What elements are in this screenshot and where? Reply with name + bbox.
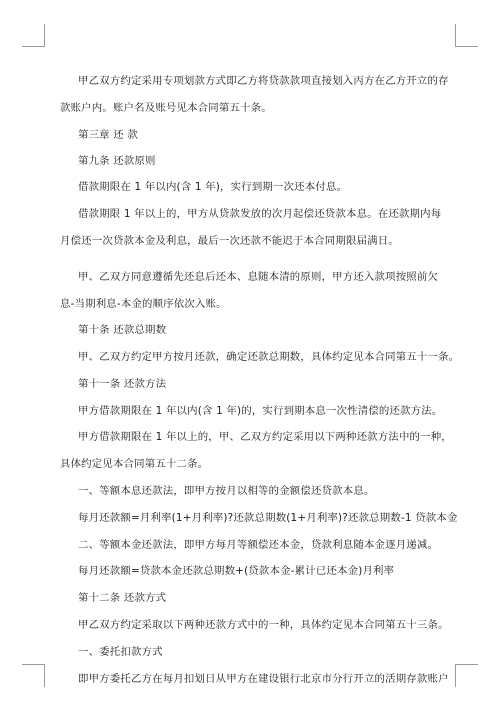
crop-mark-bottom-left: [22, 664, 45, 687]
text-line: 甲乙双方约定采用专项划款方式即乙方将贷款款项直接划入丙方在乙方开立的存: [78, 75, 449, 87]
text-line: 借款期限在 1 年以内(含 1 年)，实行到期一次还本付息。: [78, 181, 348, 193]
chapter-heading: 第三章 还 款: [78, 129, 138, 141]
article-heading: 第十条 还款总期数: [78, 324, 167, 336]
text-line: 甲、乙双方约定甲方按月还款，确定还款总期数，具体约定见本合同第五十一条。: [78, 351, 460, 363]
text-line: 借款期限 1 年以上的，甲方从贷款发放的次月起偿还贷款本息。在还款期内每: [78, 208, 442, 220]
text-line: 款账户内。账户名及账号见本合同第五十条。: [60, 102, 272, 114]
text-line: 二、等额本金还款法，即甲方每月等额偿还本金，贷款利息随本金逐月递减。: [78, 539, 439, 551]
formula-line: 每月还款额=贷款本金还款总期数+(贷款本金-累计已还本金)月利率: [78, 565, 395, 577]
crop-mark-bottom-right: [455, 664, 478, 687]
text-line: 息-当期利息-本金的顺序依次入账。: [60, 298, 227, 310]
crop-mark-top-left: [22, 24, 45, 47]
text-line: 甲方借款期限在 1 年以内(含 1 年)的，实行到期本息一次性清偿的还款方法。: [78, 405, 443, 417]
article-heading: 第九条 还款原则: [78, 155, 156, 167]
text-line: 甲方借款期限在 1 年以上的，甲、乙双方约定采用以下两种还款方法中的一种，: [78, 431, 452, 443]
text-line: 具体约定见本合同第五十二条。: [60, 458, 209, 470]
formula-line: 每月还款额=月利率(1+月利率)?还款总期数(1+月利率)?还款总期数-1 贷款本金: [78, 512, 458, 524]
crop-mark-top-right: [455, 24, 478, 47]
article-heading: 第十二条 还款方式: [78, 592, 167, 604]
text-line: 即甲方委托乙方在每月扣划日从甲方在建设银行北京市分行开立的活期存款账户: [78, 673, 449, 685]
text-line: 一、等额本息还款法，即甲方按月以相等的金额偿还贷款本息。: [78, 485, 375, 497]
text-line: 一、委托扣款方式: [78, 646, 163, 658]
text-line: 月偿还一次贷款本金及利息，最后一次还款不能迟于本合同期限届满日。: [60, 235, 399, 247]
article-heading: 第十一条 还款方法: [78, 378, 167, 390]
text-line: 甲乙双方约定采取以下两种还款方式中的一种，具体约定见本合同第五十三条。: [78, 619, 449, 631]
text-line: 甲、乙双方同意遵循先还息后还本、息随本清的原则，甲方还入款项按照前欠: [78, 271, 439, 283]
